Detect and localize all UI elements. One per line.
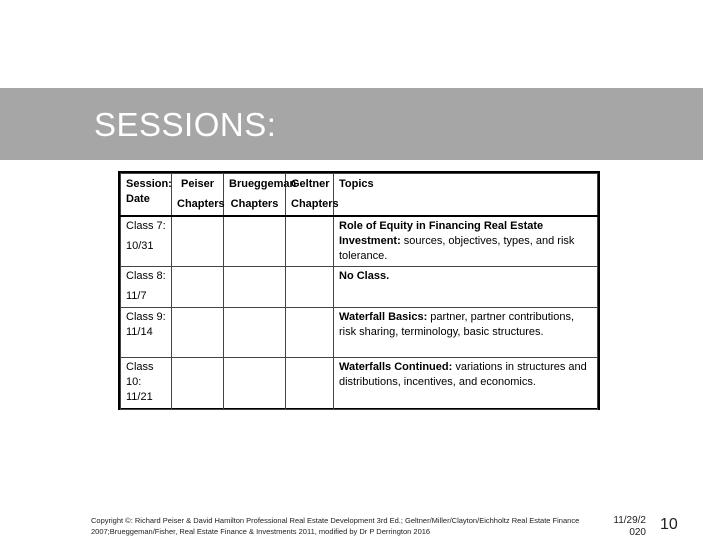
class-date: 11/14 <box>126 325 153 338</box>
session-cell <box>121 307 172 357</box>
class-label: Class 7: <box>126 219 166 232</box>
topic-heading: Role of Equity in Financing Real Estate Investment: <box>339 219 544 247</box>
topic-heading: Waterfalls Continued: <box>339 360 453 373</box>
table-row <box>121 216 598 267</box>
brueggeman-cell <box>224 357 286 409</box>
session-cell <box>121 266 172 307</box>
header-topics <box>334 174 598 216</box>
header-peiser-chapters: Chapters <box>177 198 225 210</box>
geltner-cell <box>286 266 334 307</box>
topic-cell <box>334 266 598 307</box>
peiser-cell <box>172 216 224 267</box>
footer-date-line1: 11/29/2 <box>613 515 646 526</box>
class-label: Class 8: <box>126 269 166 282</box>
topic-cell <box>334 357 598 409</box>
table-row <box>121 357 598 409</box>
header-date-label: Date <box>126 193 150 205</box>
geltner-cell <box>286 357 334 409</box>
geltner-cell <box>286 307 334 357</box>
topic-cell <box>334 307 598 357</box>
header-peiser <box>172 174 224 216</box>
brueggeman-cell <box>224 216 286 267</box>
table-row <box>121 307 598 357</box>
header-brueggeman-chapters: Chapters <box>230 198 279 210</box>
class-label: Class 10: <box>126 360 154 388</box>
header-geltner-chapters: Chapters <box>291 198 339 210</box>
header-geltner <box>286 174 339 216</box>
session-cell <box>121 216 172 267</box>
class-label: Class 9: <box>126 310 166 323</box>
topic-heading: Waterfall Basics: <box>339 310 428 323</box>
table-row <box>121 266 598 307</box>
topic-description: variations in structures and distributions, incentives, and economics. <box>339 360 587 388</box>
topic-description: partner, partner contributions, risk sharing, terminology, basic structures. <box>339 310 574 338</box>
peiser-cell <box>172 307 224 357</box>
topic-cell <box>334 216 598 267</box>
topic-heading: No Class. <box>339 269 390 282</box>
page-number: 10 <box>660 516 678 533</box>
peiser-cell <box>172 266 224 307</box>
footer-date-line2: 020 <box>629 527 646 538</box>
footer-copyright: Copyright ©: Richard Peiser & David Hamilton Professional Real Estate Development 3rd Ed.; Geltner/Miller/Clayton/Eichholtz Real Estate Finance 2007;Brueggeman/Fisher, Real Estate Finance & Investments 2011, modified by Dr P Derrington 2016 <box>91 516 580 536</box>
class-date: 11/21 <box>126 390 153 403</box>
topic-description: sources, objectives, types, and risk tolerance. <box>339 234 575 262</box>
header-brueggeman-label: Brueggeman <box>229 178 297 190</box>
sessions-table <box>118 171 600 410</box>
geltner-cell <box>286 216 334 267</box>
header-session-label: Session: <box>126 178 172 190</box>
header-brueggeman <box>224 174 297 216</box>
header-peiser-label: Peiser <box>180 178 215 190</box>
class-date: 11/7 <box>126 289 147 302</box>
header-topics-label: Topics <box>339 178 374 190</box>
header-session-date <box>121 174 172 216</box>
footer-date <box>604 515 646 539</box>
class-date: 10/31 <box>126 239 154 252</box>
brueggeman-cell <box>224 307 286 357</box>
slide-title: SESSIONS: <box>94 106 277 143</box>
brueggeman-cell <box>224 266 286 307</box>
header-geltner-label: Geltner <box>291 178 330 190</box>
session-cell <box>121 357 172 409</box>
peiser-cell <box>172 357 224 409</box>
